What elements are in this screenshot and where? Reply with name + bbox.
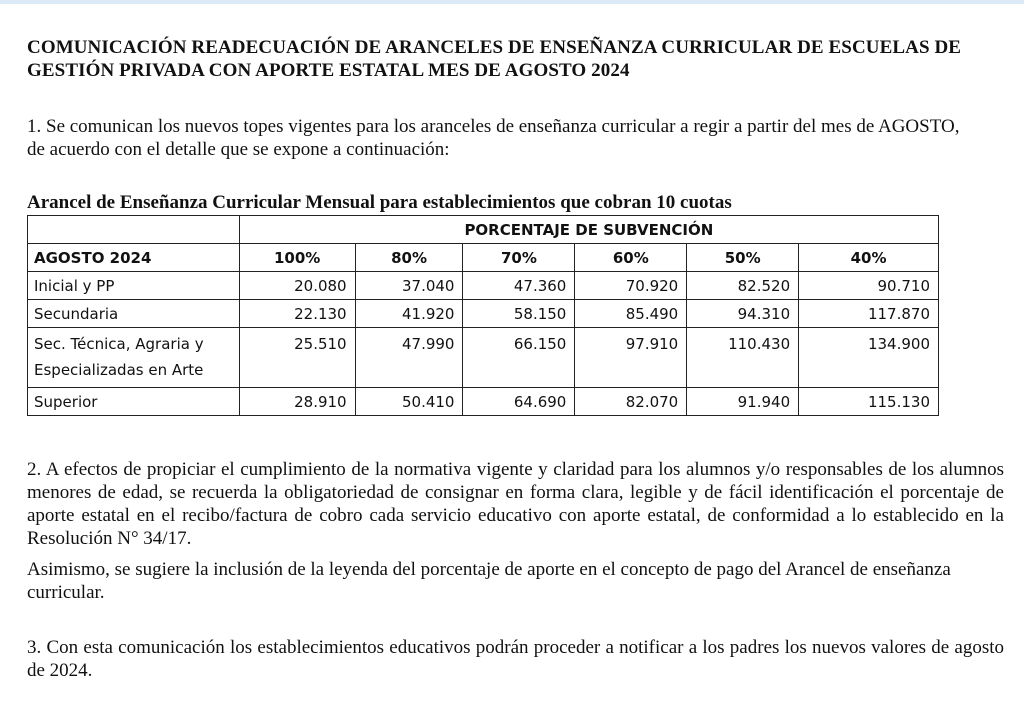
group-header: PORCENTAJE DE SUBVENCIÓN: [239, 216, 938, 244]
table-cell: 22.130: [239, 300, 355, 328]
table-corner-cell: [28, 216, 240, 244]
table-cell: 91.940: [687, 388, 799, 416]
table-cell: 90.710: [799, 272, 939, 300]
table-cell: 20.080: [239, 272, 355, 300]
document-title: COMUNICACIÓN READECUACIÓN DE ARANCELES DE ENSEÑANZA CURRICULAR DE ESCUELAS DE GESTIÓN PRIVADA CON APORTE ESTATAL MES DE AGOSTO 2024: [27, 37, 962, 81]
row-header: AGOSTO 2024: [28, 244, 240, 272]
row-label: Superior: [28, 388, 240, 416]
table-cell: 85.490: [575, 300, 687, 328]
table-cell: 50.410: [355, 388, 463, 416]
paragraph-2: 2. A efectos de propiciar el cumplimiento de la normativa vigente y claridad para los alumnos y/o responsables de los alumnos menores de edad, se recuerda la obligatoriedad de consignar en forma clara, legible y de fácil identificación el porcentaje de aporte estatal en el recibo/factura de cobro cada servicio educativo con aporte estatal, de conformidad a lo establecido en la Resolución N° 34/17.: [27, 459, 1004, 549]
paragraph-1: 1. Se comunican los nuevos topes vigentes para los aranceles de enseñanza curricular a regir a partir del mes de AGOSTO, de acuerdo con el detalle que se expone a continuación:: [27, 116, 960, 160]
table-row: [28, 328, 939, 388]
table-cell: 25.510: [239, 328, 355, 388]
column-header: 100%: [239, 244, 355, 272]
table-cell: 70.920: [575, 272, 687, 300]
table-cell: 28.910: [239, 388, 355, 416]
table-cell: 115.130: [799, 388, 939, 416]
table-cell: 117.870: [799, 300, 939, 328]
top-border: [0, 0, 1024, 4]
table-cell: 97.910: [575, 328, 687, 388]
table-cell: 37.040: [355, 272, 463, 300]
row-label: Inicial y PP: [28, 272, 240, 300]
column-header: 80%: [355, 244, 463, 272]
table-cell: 41.920: [355, 300, 463, 328]
column-header: 40%: [799, 244, 939, 272]
row-label: Sec. Técnica, Agraria y Especializadas en Arte: [28, 328, 240, 388]
table-row: [28, 300, 939, 328]
table-cell: 47.360: [463, 272, 575, 300]
table-header-row: [28, 244, 939, 272]
table-cell: 66.150: [463, 328, 575, 388]
paragraph-3: 3. Con esta comunicación los establecimientos educativos podrán proceder a notificar a los padres los nuevos valores de agosto de 2024.: [27, 637, 1004, 681]
table-cell: 58.150: [463, 300, 575, 328]
table-row: [28, 272, 939, 300]
paragraph-2-continued: Asimismo, se sugiere la inclusión de la leyenda del porcentaje de aporte en el concepto de pago del Arancel de enseñanza curricular.: [27, 559, 951, 603]
table-cell: 94.310: [687, 300, 799, 328]
table-cell: 134.900: [799, 328, 939, 388]
table-cell: 64.690: [463, 388, 575, 416]
tariff-table: [27, 215, 939, 416]
table-cell: 110.430: [687, 328, 799, 388]
column-header: 70%: [463, 244, 575, 272]
row-label: Secundaria: [28, 300, 240, 328]
column-header: 60%: [575, 244, 687, 272]
table-cell: 82.520: [687, 272, 799, 300]
table-cell: 82.070: [575, 388, 687, 416]
table-row: [28, 388, 939, 416]
table-group-header-row: [28, 216, 939, 244]
column-header: 50%: [687, 244, 799, 272]
table-caption: Arancel de Enseñanza Curricular Mensual para establecimientos que cobran 10 cuotas: [27, 192, 732, 213]
table-cell: 47.990: [355, 328, 463, 388]
